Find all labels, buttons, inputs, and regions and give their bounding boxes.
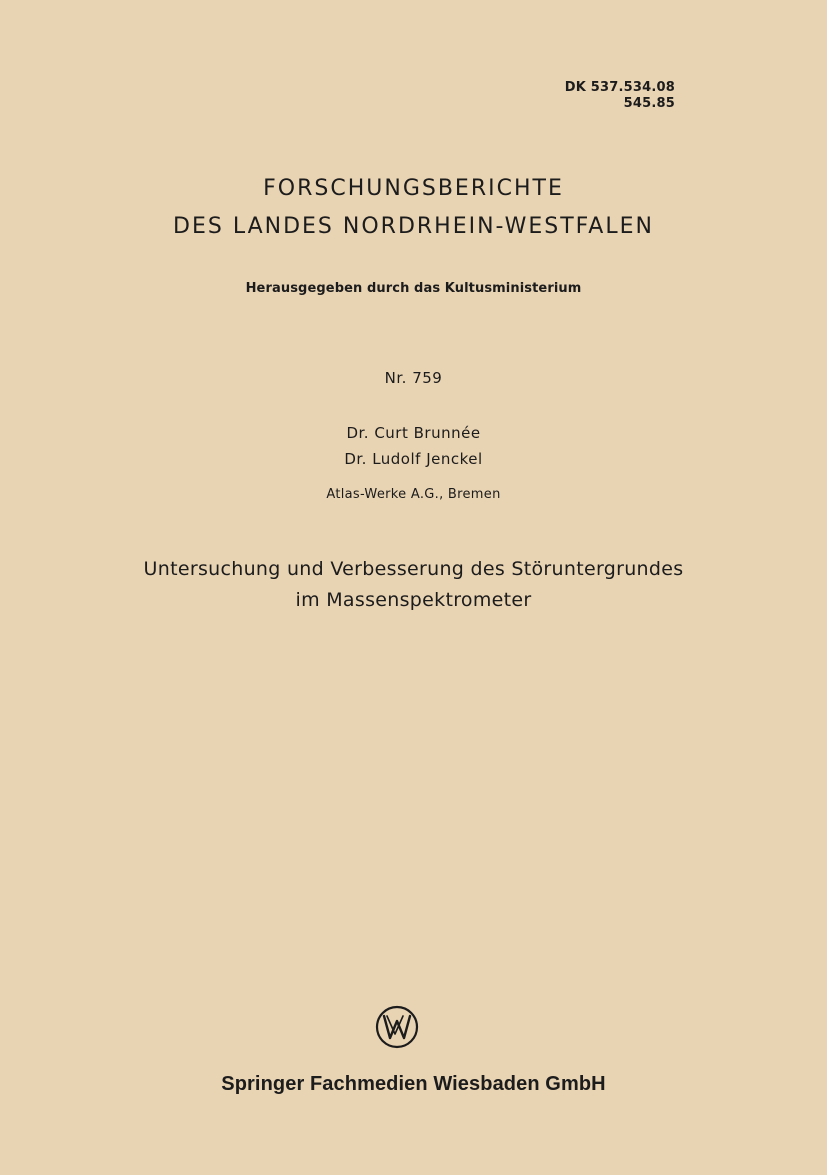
classification-number — [565, 80, 675, 112]
book-title-line-2: im Massenspektrometer — [295, 589, 532, 611]
author-1: Dr. Curt Brunnée — [346, 424, 481, 442]
publisher-imprint: Springer Fachmedien Wiesbaden GmbH — [221, 1073, 606, 1095]
author-2: Dr. Ludolf Jenckel — [344, 450, 483, 468]
springer-vw-monogram-icon — [375, 1005, 419, 1049]
book-title — [0, 554, 827, 616]
publisher-note: Herausgegeben durch das Kultusministerium — [245, 281, 582, 296]
classification-line-2: 545.85 — [623, 96, 675, 111]
book-title-line-1: Untersuchung und Verbesserung des Störuntergrundes — [143, 558, 684, 580]
series-title-line-2: DES LANDES NORDRHEIN-WESTFALEN — [173, 214, 654, 239]
series-title-line-1: FORSCHUNGSBERICHTE — [263, 176, 564, 201]
institution: Atlas-Werke A.G., Bremen — [326, 487, 501, 502]
report-number: Nr. 759 — [384, 369, 443, 387]
series-title — [0, 170, 827, 246]
classification-line-1: DK 537.534.08 — [564, 80, 675, 95]
